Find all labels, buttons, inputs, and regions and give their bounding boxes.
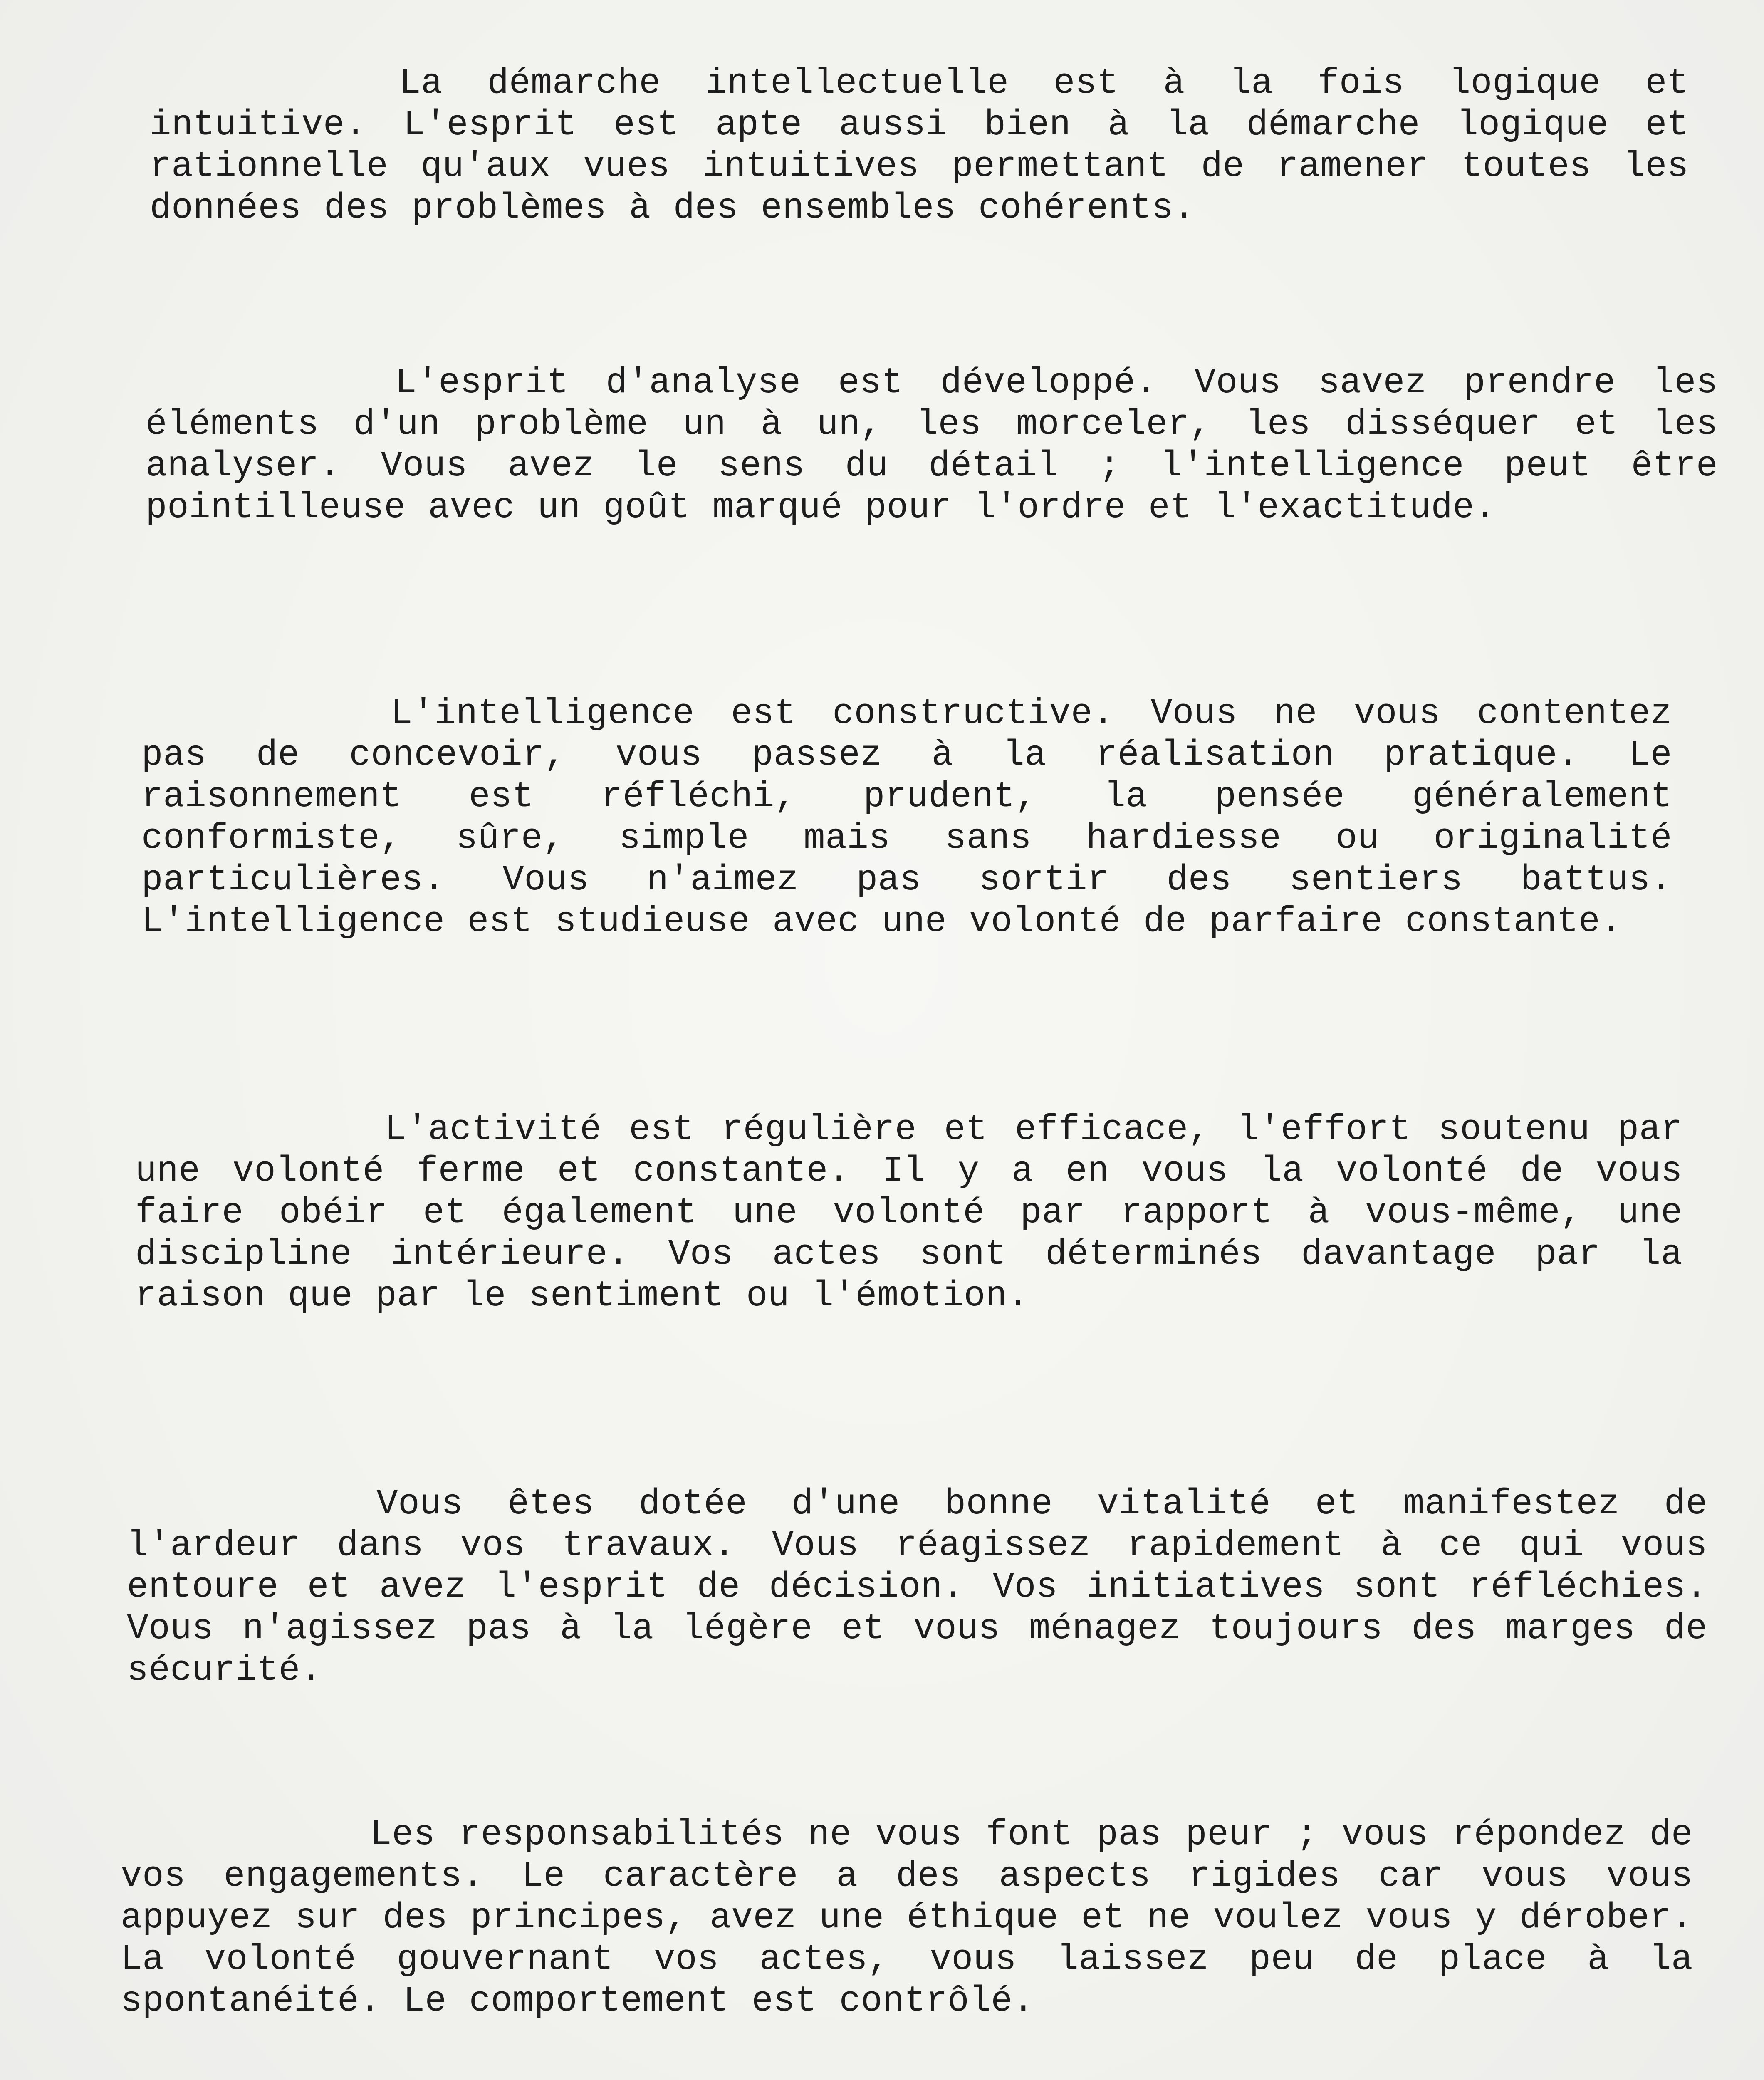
paragraph-activity: L'activité est régulière et efficace, l'effort soutenu par une volonté ferme et constante. Il y a en vous la volonté de vous faire obéir et également une volonté par rapport à vous-même, une discipline intérieure. Vos actes sont déterminés davantage par la raison que par le sentiment ou l'émotion. — [135, 1109, 1682, 1316]
paragraph-responsibilities: Les responsabilités ne vous font pas peur ; vous répondez de vos engagements. Le caractère a des aspects rigides car vous vous appuyez sur des principes, avez une éthique et ne voulez vous y dérober. La volonté gouvernant vos actes, vous laissez peu de place à la spontanéité. Le comportement est contrôlé. — [121, 1814, 1693, 2021]
paragraph-intellectual-approach: La démarche intellectuelle est à la fois logique et intuitive. L'esprit est apte aussi bien à la démarche logique et rationnelle qu'aux vues intuitives permettant de ramener toutes les données des problèmes à des ensembles cohérents. — [150, 63, 1689, 228]
paragraph-constructive-intelligence: L'intelligence est constructive. Vous ne vous contentez pas de concevoir, vous passez à la réalisation pratique. Le raisonnement est réfléchi, prudent, la pensée généralement conformiste, sûre, simple mais sans hardiesse ou originalité particulières. Vous n'aimez pas sortir des sentiers battus. L'intelligence est studieuse avec une volonté de parfaire constante. — [141, 693, 1672, 942]
paragraph-vitality: Vous êtes dotée d'une bonne vitalité et manifestez de l'ardeur dans vos travaux. Vous réagissez rapidement à ce qui vous entoure et avez l'esprit de décision. Vos initiatives sont réfléchies. Vous n'agissez pas à la légère et vous ménagez toujours des marges de sécurité. — [127, 1483, 1707, 1691]
paragraph-analysis: L'esprit d'analyse est développé. Vous savez prendre les éléments d'un problème un à un, les morceler, les disséquer et les analyser. Vous avez le sens du détail ; l'intelligence peut être pointilleuse avec un goût marqué pour l'ordre et l'exactitude. — [146, 362, 1718, 528]
